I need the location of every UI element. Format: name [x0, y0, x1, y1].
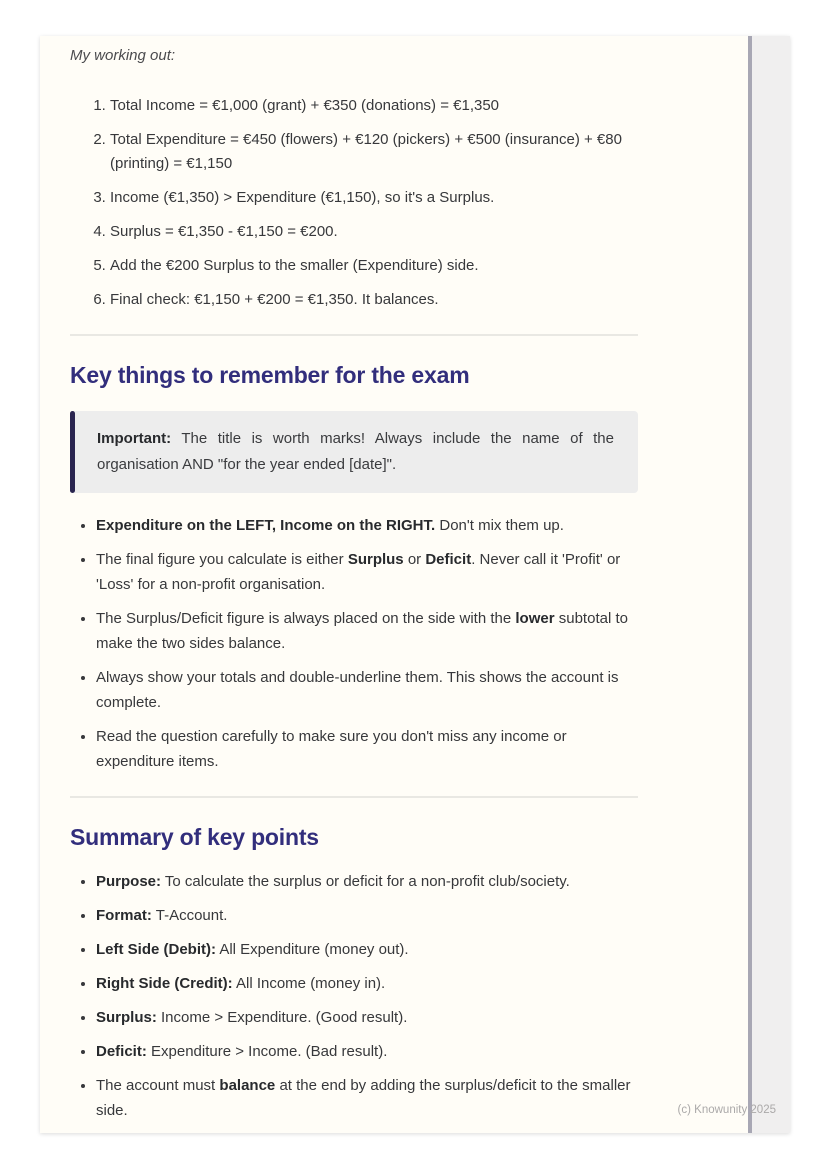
text-run: Expenditure > Income. (Bad result). — [146, 1043, 388, 1060]
text-run: or — [403, 551, 426, 568]
list-item: 5. Add the €200 Surplus to the smaller (Expenditure) side. — [110, 254, 638, 278]
callout-accent-bar — [70, 411, 75, 493]
text-run: Purpose: — [96, 873, 162, 890]
text-run: lower — [515, 610, 555, 627]
page-content — [70, 44, 638, 1132]
list-item: 1. Total Income = €1,000 (grant) + €350 (donations) = €1,350 — [110, 94, 638, 118]
text-run: Important: — [97, 430, 172, 447]
callout-text — [97, 426, 614, 478]
text-run: Right Side (Credit): — [96, 975, 233, 992]
summary-list — [70, 869, 638, 1123]
section-heading-exam-tips: Key things to remember for the exam — [70, 362, 470, 388]
list-item — [96, 869, 638, 894]
list-item — [96, 1005, 638, 1030]
list-item — [96, 1039, 638, 1064]
text-run: . Never call it 'Profit' or 'Loss' for a non-profit organisation. — [96, 551, 621, 593]
text-run: subtotal to make the two sides balance. — [96, 610, 628, 652]
list-item — [96, 606, 638, 656]
text-run: Expenditure on the LEFT, Income on the RIGHT. — [96, 517, 436, 534]
page-edge-divider-line — [748, 36, 752, 1133]
text-run: To calculate the surplus or deficit for a non-profit club/society. — [161, 873, 570, 890]
text-run: Read the question carefully to make sure you don't miss any income or expenditure items. — [96, 728, 567, 770]
text-run: All Income (money in). — [232, 975, 386, 992]
text-run: Income > Expenditure. (Good result). — [156, 1009, 408, 1026]
text-run: balance — [219, 1077, 276, 1094]
notes-page-card — [40, 36, 790, 1133]
page-edge-strip — [752, 36, 790, 1133]
copyright-watermark: (c) Knowunity 2025 — [677, 1104, 776, 1116]
section-heading-summary: Summary of key points — [70, 824, 319, 850]
list-item: 3. Income (€1,350) > Expenditure (€1,150), so it's a Surplus. — [110, 186, 638, 210]
text-run: Deficit — [425, 551, 472, 568]
text-run: at the end by adding the surplus/deficit to the smaller side. — [96, 1077, 631, 1119]
list-item — [96, 724, 638, 774]
text-run: Deficit: — [96, 1043, 147, 1060]
list-item — [96, 971, 638, 996]
text-run: Surplus: — [96, 1009, 157, 1026]
text-run: Don't mix them up. — [435, 517, 564, 534]
list-item: 4. Surplus = €1,350 - €1,150 = €200. — [110, 220, 638, 244]
text-run: All Expenditure (money out). — [216, 941, 409, 958]
section-divider — [70, 796, 638, 798]
text-run: The final figure you calculate is either — [96, 551, 348, 568]
text-run: Left Side (Debit): — [96, 941, 216, 958]
text-run: Surplus — [347, 551, 404, 568]
list-item — [96, 937, 638, 962]
exam-tips-list — [70, 513, 638, 774]
list-item: 6. Final check: €1,150 + €200 = €1,350. It balances. — [110, 288, 638, 312]
list-item — [96, 1073, 638, 1123]
text-run: The account must — [96, 1077, 220, 1094]
list-item: 2. Total Expenditure = €450 (flowers) + €120 (pickers) + €500 (insurance) + €80 (printing) = €1,150 — [110, 128, 638, 176]
text-run: The title is worth marks! Always include the name of the organisation AND "for the year ended [date]". — [97, 430, 614, 473]
text-run: T-Account. — [151, 907, 228, 924]
working-steps-list — [70, 94, 638, 312]
list-item — [96, 547, 638, 597]
text-run: Format: — [96, 907, 152, 924]
text-run: Always show your totals and double-underline them. This shows the account is complete. — [96, 669, 619, 711]
list-item — [96, 665, 638, 715]
list-item — [96, 903, 638, 928]
working-out-label: My working out: — [70, 47, 176, 64]
list-item — [96, 513, 638, 538]
section-divider — [70, 334, 638, 336]
important-callout — [70, 411, 638, 493]
text-run: The Surplus/Deficit figure is always placed on the side with the — [96, 610, 516, 627]
